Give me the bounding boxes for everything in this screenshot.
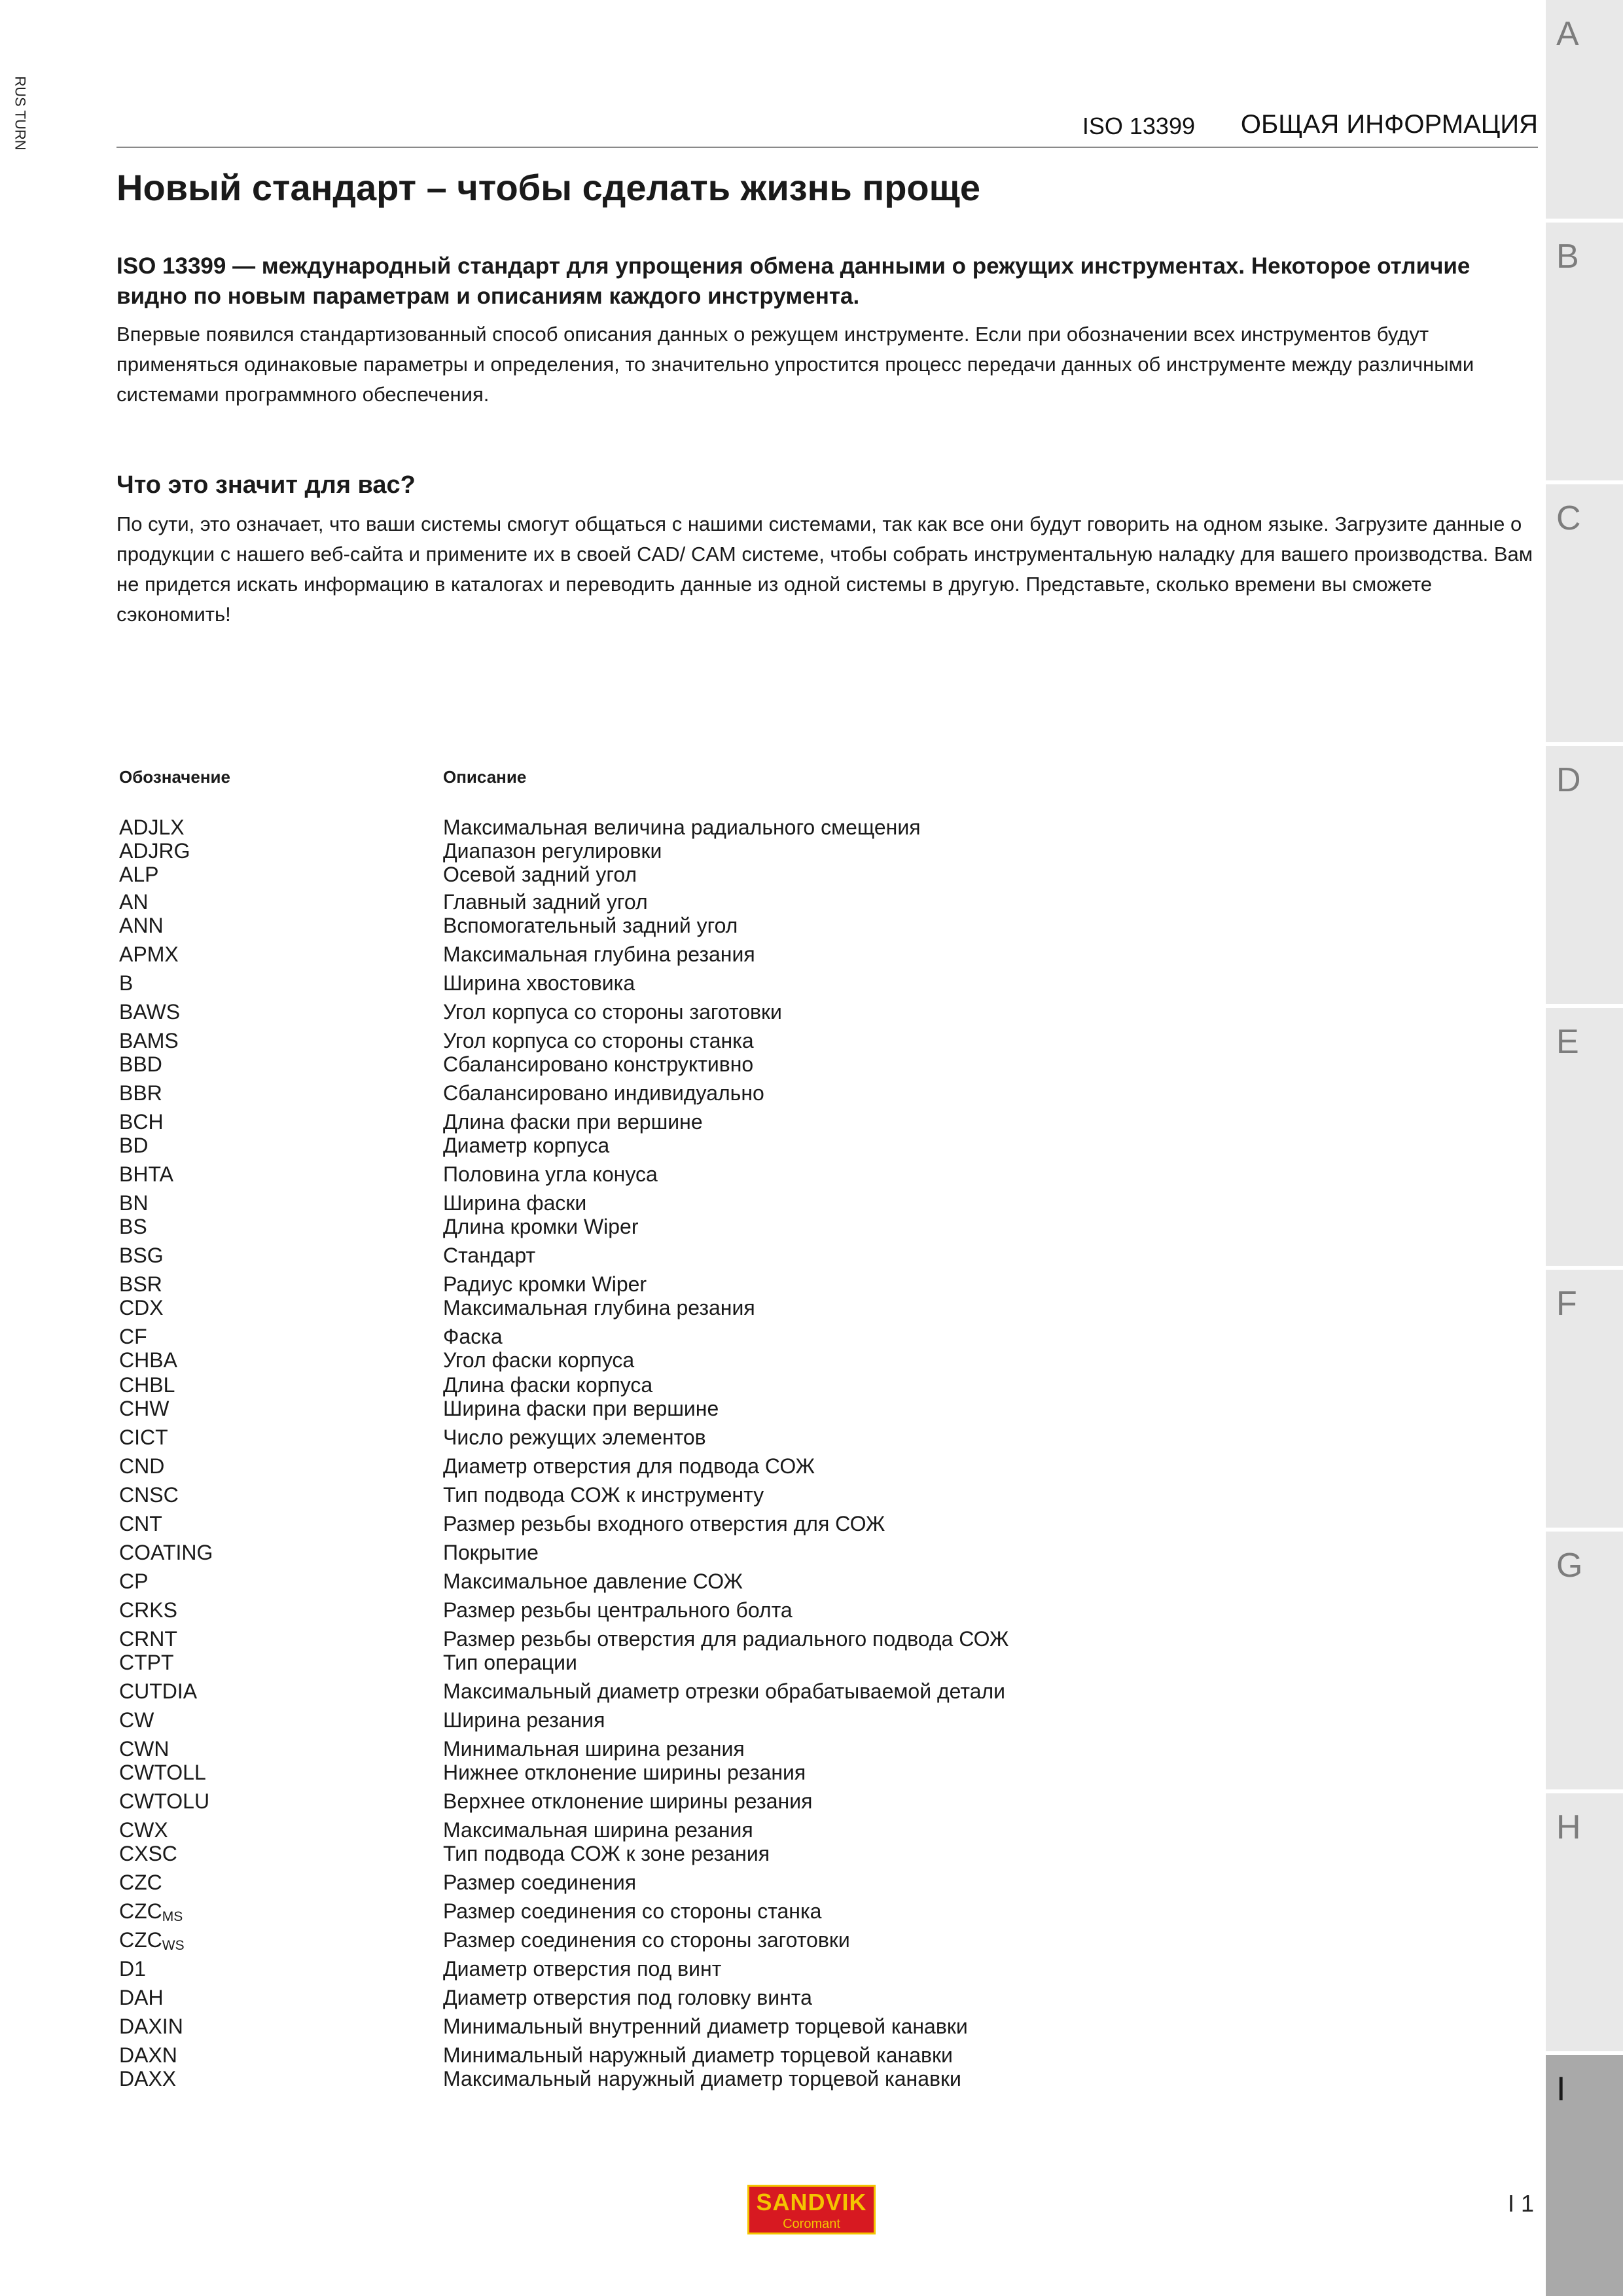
designation-description: Ширина фаски [443, 1191, 587, 1215]
table-row [0, 1373, 1505, 1399]
designation-code [119, 1191, 148, 1215]
designation-description: Размер резьбы центрального болта [443, 1598, 793, 1622]
designation-code [119, 1397, 169, 1421]
code-text: DAH [119, 1986, 164, 2009]
code-text: CTPT [119, 1651, 174, 1674]
tab-i[interactable]: I [1546, 2055, 1623, 2296]
section-subtitle: Что это значит для вас? [116, 471, 416, 499]
code-text: CUTDIA [119, 1679, 198, 1703]
table-row [0, 1191, 1505, 1217]
tab-h[interactable]: H [1546, 1793, 1623, 2051]
table-row [0, 1986, 1505, 2012]
designation-description: Тип подвода СОЖ к зоне резания [443, 1842, 770, 1865]
designation-description: Максимальная величина радиального смещения [443, 816, 921, 839]
code-text: CWX [119, 1818, 168, 1842]
designation-description: Размер соединения со стороны заготовки [443, 1928, 850, 1952]
designation-code [119, 839, 190, 863]
designation-description: Размер резьбы отверстия для радиального подвода СОЖ [443, 1627, 1009, 1651]
designation-description: Максимальный наружный диаметр торцевой канавки [443, 2067, 961, 2090]
table-header-code: Обозначение [119, 767, 230, 787]
code-text: DAXX [119, 2067, 177, 2090]
table-row [0, 1000, 1505, 1026]
designation-description: Верхнее отклонение ширины резания [443, 1789, 813, 1813]
code-subscript: MS [162, 1909, 183, 1924]
designation-code [119, 1483, 179, 1507]
designation-description: Ширина резания [443, 1708, 605, 1732]
designation-code [119, 914, 164, 938]
table-row [0, 1761, 1505, 1787]
designation-description: Диаметр отверстия под винт [443, 1957, 722, 1981]
code-subscript: WS [162, 1938, 185, 1953]
table-header-description: Описание [443, 767, 527, 787]
designation-code [119, 1029, 179, 1053]
designation-description: Тип операции [443, 1651, 577, 1674]
designation-description: Вспомогательный задний угол [443, 914, 738, 937]
table-row [0, 914, 1505, 940]
page-number: I 1 [1507, 2190, 1534, 2217]
code-text: CWTOLU [119, 1789, 210, 1813]
table-row [0, 1325, 1505, 1351]
table-row [0, 1426, 1505, 1452]
designation-code [119, 942, 179, 967]
code-text: CW [119, 1708, 154, 1732]
designation-description: Сбалансировано конструктивно [443, 1052, 754, 1076]
code-text: CND [119, 1454, 165, 1478]
designation-description: Длина фаски корпуса [443, 1373, 653, 1397]
designation-code [119, 1162, 173, 1187]
designation-code [119, 1244, 164, 1268]
designation-description: Минимальная ширина резания [443, 1737, 745, 1761]
designation-description: Радиус кромки Wiper [443, 1272, 647, 1296]
designation-code [119, 1000, 180, 1024]
table-row [0, 1162, 1505, 1189]
code-text: CNSC [119, 1483, 179, 1507]
table-row [0, 1134, 1505, 1160]
page-title: Новый стандарт – чтобы сделать жизнь проще [116, 167, 981, 208]
code-text: ADJRG [119, 839, 190, 863]
table-row [0, 1110, 1505, 1136]
designation-code [119, 1325, 147, 1349]
table-row [0, 1029, 1505, 1055]
designation-code [119, 1627, 177, 1651]
designation-code [119, 1373, 175, 1397]
code-text: DAXN [119, 2043, 177, 2067]
table-row [0, 1454, 1505, 1480]
designation-code [119, 1708, 154, 1732]
table-row [0, 1928, 1505, 1954]
designation-code [119, 863, 158, 887]
designation-description: Размер резьбы входного отверстия для СОЖ [443, 1512, 885, 1535]
body-paragraph: По сути, это означает, что ваши системы смогут общаться с нашими системами, так как все они будут говорить на одном языке. Загрузите данные о продукции с нашего веб-сайта и примените их в своей CAD/ CAM системе, чтобы собрать инструментальную наладку для вашего производства. Вам не придется искать информацию в каталогах и переводить данные из одной системы в другую. Представьте, сколько времени вы сможете сэкономить! [116, 512, 1533, 626]
designation-code [119, 1679, 197, 1704]
designation-description: Ширина хвостовика [443, 971, 635, 995]
code-text: B [119, 971, 134, 995]
designation-description: Сбалансировано индивидуально [443, 1081, 764, 1105]
designation-description: Длина кромки Wiper [443, 1215, 639, 1238]
designation-description: Максимальная ширина резания [443, 1818, 753, 1842]
designation-description: Покрытие [443, 1541, 539, 1564]
designation-description: Диаметр отверстия под головку винта [443, 1986, 812, 2009]
table-row [0, 2043, 1505, 2070]
designation-description: Максимальная глубина резания [443, 942, 755, 966]
designation-code [119, 1986, 164, 2010]
table-row [0, 1842, 1505, 1868]
code-text: ANN [119, 914, 164, 937]
logo-line2: Coromant [783, 2217, 840, 2231]
designation-code [119, 1651, 174, 1675]
designation-code [119, 1134, 148, 1158]
table-row [0, 839, 1505, 865]
designation-description: Диапазон регулировки [443, 839, 662, 863]
code-text: CHW [119, 1397, 169, 1420]
tab-b[interactable]: B [1546, 223, 1623, 480]
code-text: BN [119, 1191, 149, 1215]
table-row [0, 1679, 1505, 1706]
designation-description: Тип подвода СОЖ к инструменту [443, 1483, 764, 1507]
section-tabs [1546, 0, 1623, 2296]
code-text: BAWS [119, 1000, 181, 1024]
designation-description: Минимальный внутренний диаметр торцевой канавки [443, 2015, 968, 2038]
designation-code [119, 1957, 146, 1981]
designation-code [119, 2067, 176, 2091]
designation-description: Осевой задний угол [443, 863, 637, 886]
designation-code [119, 1598, 177, 1623]
code-text: CDX [119, 1296, 164, 1319]
table-row [0, 1957, 1505, 1983]
table-row [0, 816, 1505, 842]
table-row [0, 890, 1505, 916]
code-text: CP [119, 1570, 149, 1593]
table-row [0, 2067, 1505, 2093]
intro-paragraph: Впервые появился стандартизованный способ описания данных о режущем инструменте. Если при обозначении всех инструментов будут применяться одинаковые параметры и определения, то значительно упростится процесс передачи данных об инструменте между различными системами программного обеспечения. [116, 323, 1474, 406]
table-row [0, 863, 1505, 889]
table-row [0, 1570, 1505, 1596]
designation-code [119, 1842, 177, 1866]
designation-code [119, 1426, 168, 1450]
table-row [0, 2015, 1505, 2041]
tab-e[interactable]: E [1546, 1008, 1623, 1266]
code-text: D1 [119, 1957, 146, 1981]
code-text: BBR [119, 1081, 162, 1105]
code-text: CHBA [119, 1348, 177, 1372]
table-row [0, 1627, 1505, 1653]
designation-description: Угол фаски корпуса [443, 1348, 635, 1372]
code-text: APMX [119, 942, 179, 966]
designation-code [119, 2043, 177, 2068]
designation-code [119, 1761, 206, 1785]
code-text: CWN [119, 1737, 169, 1761]
designation-description: Угол корпуса со стороны станка [443, 1029, 754, 1052]
header-section: ОБЩАЯ ИНФОРМАЦИЯ [1240, 110, 1538, 139]
designation-code [119, 1899, 183, 1925]
code-text: CZC [119, 1928, 162, 1952]
designation-description: Длина фаски при вершине [443, 1110, 703, 1134]
code-text: CHBL [119, 1373, 175, 1397]
designation-code [119, 2015, 183, 2039]
designation-description: Стандарт [443, 1244, 536, 1267]
table-row [0, 1789, 1505, 1816]
designation-description: Минимальный наружный диаметр торцевой канавки [443, 2043, 953, 2067]
designation-code [119, 1818, 168, 1842]
table-row [0, 1081, 1505, 1107]
designation-code [119, 1512, 162, 1536]
code-text: BAMS [119, 1029, 179, 1052]
tab-c[interactable]: C [1546, 484, 1623, 742]
designation-description: Диаметр отверстия для подвода СОЖ [443, 1454, 815, 1478]
designation-description: Максимальное давление СОЖ [443, 1570, 743, 1593]
designation-code [119, 1737, 169, 1761]
designation-description: Диаметр корпуса [443, 1134, 610, 1157]
table-row [0, 1871, 1505, 1897]
logo-line1: SANDVIK [756, 2189, 867, 2215]
code-text: CRKS [119, 1598, 177, 1622]
code-text: BD [119, 1134, 149, 1157]
code-text: CXSC [119, 1842, 177, 1865]
code-text: BBD [119, 1052, 162, 1076]
designation-code [119, 1296, 164, 1320]
table-row [0, 1052, 1505, 1079]
code-text: AN [119, 890, 149, 914]
designation-code [119, 816, 185, 840]
designation-code [119, 1928, 185, 1954]
table-row [0, 971, 1505, 997]
side-section-code: RUS TURN [12, 76, 29, 151]
designation-code [119, 1081, 162, 1105]
code-text: CZC [119, 1871, 162, 1894]
designation-description: Нижнее отклонение ширины резания [443, 1761, 806, 1784]
table-row [0, 1708, 1505, 1734]
code-text: BCH [119, 1110, 164, 1134]
code-text: CNT [119, 1512, 162, 1535]
code-text: BSR [119, 1272, 162, 1296]
table-row [0, 1296, 1505, 1322]
code-text: CF [119, 1325, 147, 1348]
table-row [0, 942, 1505, 969]
tab-d[interactable]: D [1546, 746, 1623, 1004]
table-row [0, 1483, 1505, 1509]
table-row [0, 1512, 1505, 1538]
table-row [0, 1598, 1505, 1624]
code-text: COATING [119, 1541, 213, 1564]
table-row [0, 1215, 1505, 1241]
designation-code [119, 1871, 162, 1895]
designation-description: Угол корпуса со стороны заготовки [443, 1000, 782, 1024]
designation-code [119, 1110, 164, 1134]
code-text: ADJLX [119, 816, 185, 839]
code-text: CWTOLL [119, 1761, 206, 1784]
designation-code [119, 1052, 162, 1077]
sandvik-coromant-logo[interactable] [747, 2185, 876, 2234]
code-text: BHTA [119, 1162, 173, 1186]
code-text: DAXIN [119, 2015, 183, 2038]
table-row [0, 1737, 1505, 1763]
designation-description: Фаска [443, 1325, 503, 1348]
tab-f[interactable]: F [1546, 1270, 1623, 1528]
designation-code [119, 1570, 148, 1594]
designation-code [119, 1348, 177, 1372]
table-row [0, 1541, 1505, 1567]
designation-code [119, 971, 133, 996]
table-row [0, 1272, 1505, 1299]
designation-description: Главный задний угол [443, 890, 648, 914]
tab-g[interactable]: G [1546, 1532, 1623, 1789]
designation-code [119, 1789, 209, 1814]
table-row [0, 1899, 1505, 1926]
designation-code [119, 1541, 213, 1565]
designation-description: Максимальная глубина резания [443, 1296, 755, 1319]
designation-description: Половина угла конуса [443, 1162, 658, 1186]
code-text: CRNT [119, 1627, 177, 1651]
table-row [0, 1348, 1505, 1374]
table-row [0, 1818, 1505, 1844]
header-iso: ISO 13399 [1082, 113, 1195, 139]
designation-description: Ширина фаски при вершине [443, 1397, 719, 1420]
lead-paragraph: ISO 13399 — международный стандарт для упрощения обмена данными о режущих инструментах. Некоторое отличие видно по новым параметрам и описаниям каждого инструмента. [116, 253, 1471, 309]
code-text: BSG [119, 1244, 164, 1267]
tab-a[interactable]: A [1546, 0, 1623, 219]
table-row [0, 1651, 1505, 1677]
code-text: CICT [119, 1426, 168, 1449]
code-text: CZC [119, 1899, 162, 1923]
designation-code [119, 1454, 164, 1479]
designation-code [119, 890, 148, 914]
table-row [0, 1244, 1505, 1270]
designation-description: Число режущих элементов [443, 1426, 706, 1449]
designation-code [119, 1272, 162, 1297]
code-text: BS [119, 1215, 147, 1238]
designation-description: Размер соединения со стороны станка [443, 1899, 822, 1923]
designation-code [119, 1215, 147, 1239]
designation-description: Максимальный диаметр отрезки обрабатываемой детали [443, 1679, 1006, 1703]
page-header [116, 107, 1538, 148]
table-row [0, 1397, 1505, 1423]
code-text: ALP [119, 863, 159, 886]
designation-description: Размер соединения [443, 1871, 637, 1894]
